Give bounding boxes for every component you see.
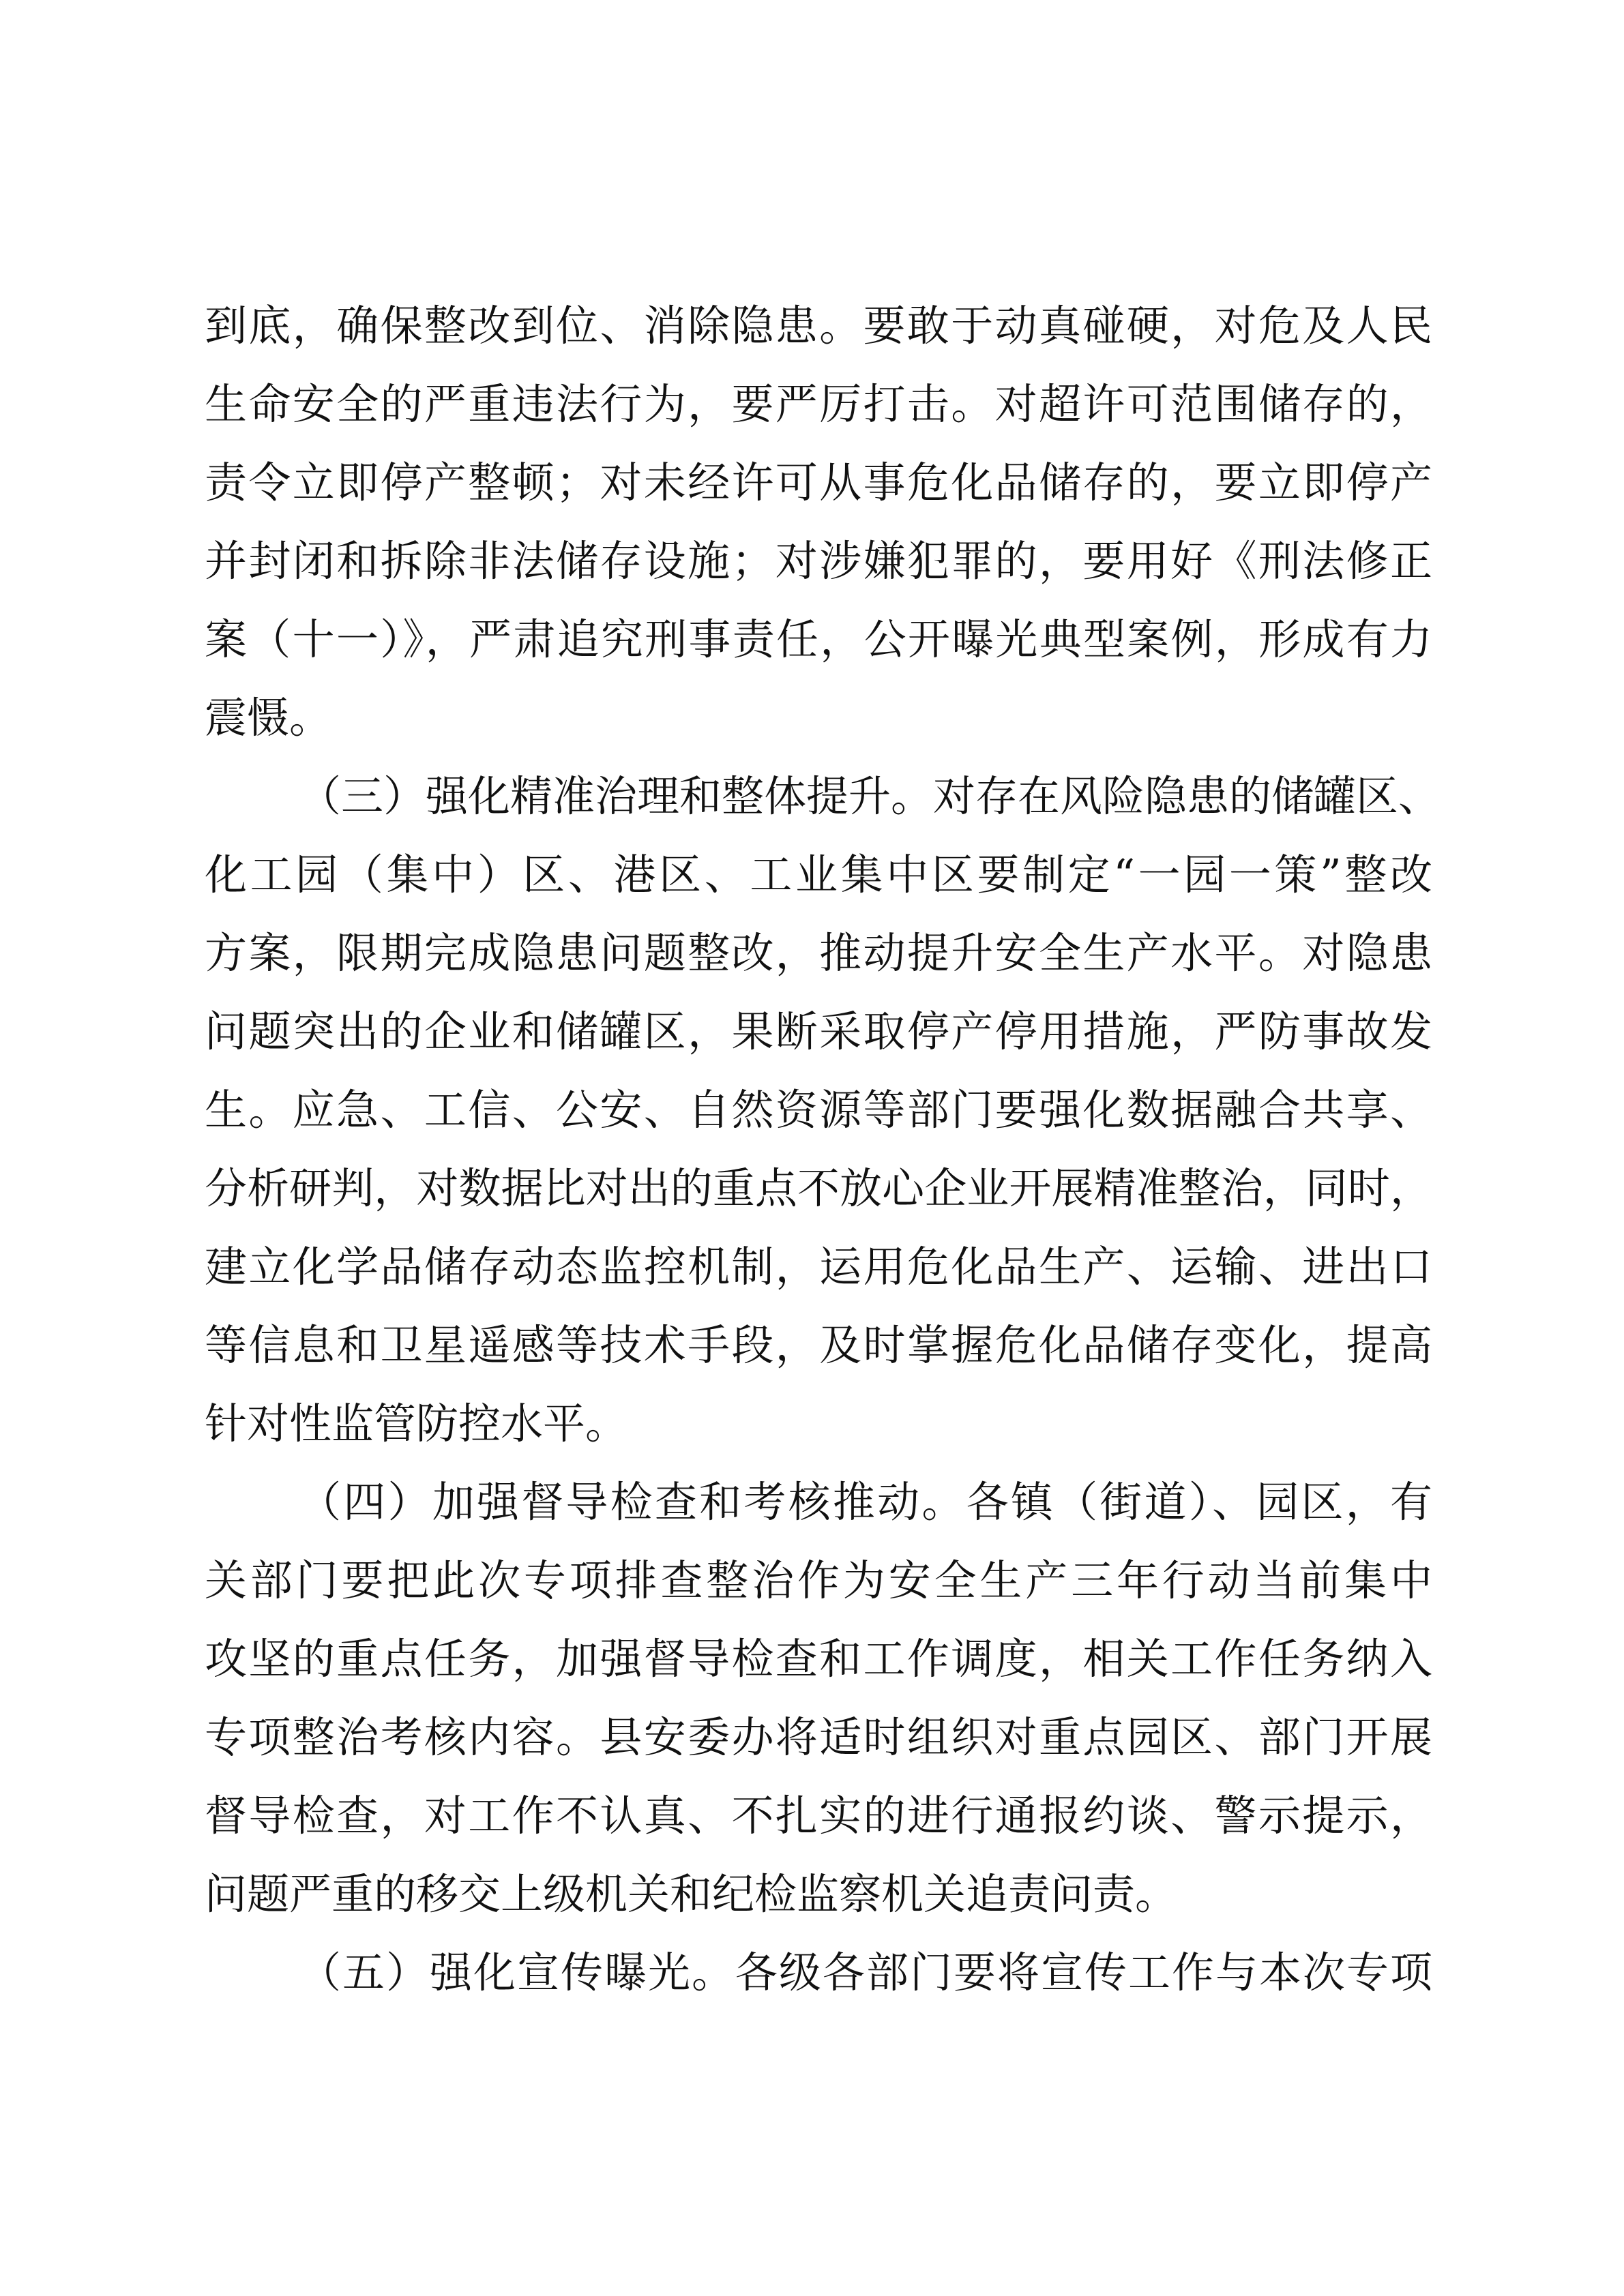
text-line: 并封闭和拆除非法储存设施；对涉嫌犯罪的，要用好《刑法修正 bbox=[205, 536, 1432, 586]
text-line: 化工园（集中）区、港区、工业集中区要制定“一园一策”整改 bbox=[205, 850, 1432, 899]
text-line: 专项整治考核内容。县安委办将适时组织对重点园区、部门开展 bbox=[205, 1712, 1432, 1762]
section-heading-line: （三）强化精准治理和整体提升。对存在风险隐患的储罐区、 bbox=[299, 771, 1441, 821]
text-line: 责令立即停产整顿；对未经许可从事危化品储存的，要立即停产 bbox=[205, 458, 1432, 507]
paragraph-section-5 bbox=[205, 1933, 1432, 2012]
document-body bbox=[205, 286, 1441, 2012]
section-heading-line: （四）加强督导检查和考核推动。各镇（街道）、园区，有 bbox=[299, 1477, 1432, 1527]
text-line: 等信息和卫星遥感等技术手段，及时掌握危化品储存变化，提高 bbox=[205, 1320, 1432, 1370]
text-line: 督导检查，对工作不认真、不扎实的进行通报约谈、警示提示， bbox=[205, 1791, 1432, 1840]
paragraph-continuation bbox=[205, 286, 1432, 757]
text-line: 分析研判，对数据比对出的重点不放心企业开展精准整治，同时， bbox=[205, 1163, 1432, 1213]
text-line: 攻坚的重点任务，加强督导检查和工作调度，相关工作任务纳入 bbox=[205, 1634, 1432, 1684]
text-line: 问题严重的移交上级机关和纪检监察机关追责问责。 bbox=[205, 1869, 1178, 1919]
text-line: 建立化学品储存动态监控机制，运用危化品生产、运输、进出口 bbox=[205, 1242, 1432, 1292]
text-line: 到底，确保整改到位、消除隐患。要敢于动真碰硬，对危及人民 bbox=[205, 301, 1432, 351]
text-line: 案（十一）》，严肃追究刑事责任，公开曝光典型案例，形成有力 bbox=[205, 614, 1432, 664]
text-line: 方案，限期完成隐患问题整改，推动提升安全生产水平。对隐患 bbox=[205, 928, 1432, 978]
text-line: 生。应急、工信、公安、自然资源等部门要强化数据融合共享、 bbox=[205, 1085, 1432, 1135]
text-line: 针对性监管防控水平。 bbox=[205, 1399, 628, 1448]
text-line: 问题突出的企业和储罐区，果断采取停产停用措施，严防事故发 bbox=[205, 1007, 1432, 1056]
text-line: 生命安全的严重违法行为，要严厉打击。对超许可范围储存的， bbox=[205, 379, 1432, 429]
paragraph-section-3 bbox=[205, 757, 1441, 1463]
section-heading-line: （五）强化宣传曝光。各级各部门要将宣传工作与本次专项 bbox=[299, 1948, 1432, 1997]
paragraph-section-4 bbox=[205, 1463, 1432, 1933]
text-line: 关部门要把此次专项排查整治作为安全生产三年行动当前集中 bbox=[205, 1555, 1432, 1605]
text-line: 震慑。 bbox=[205, 693, 332, 743]
